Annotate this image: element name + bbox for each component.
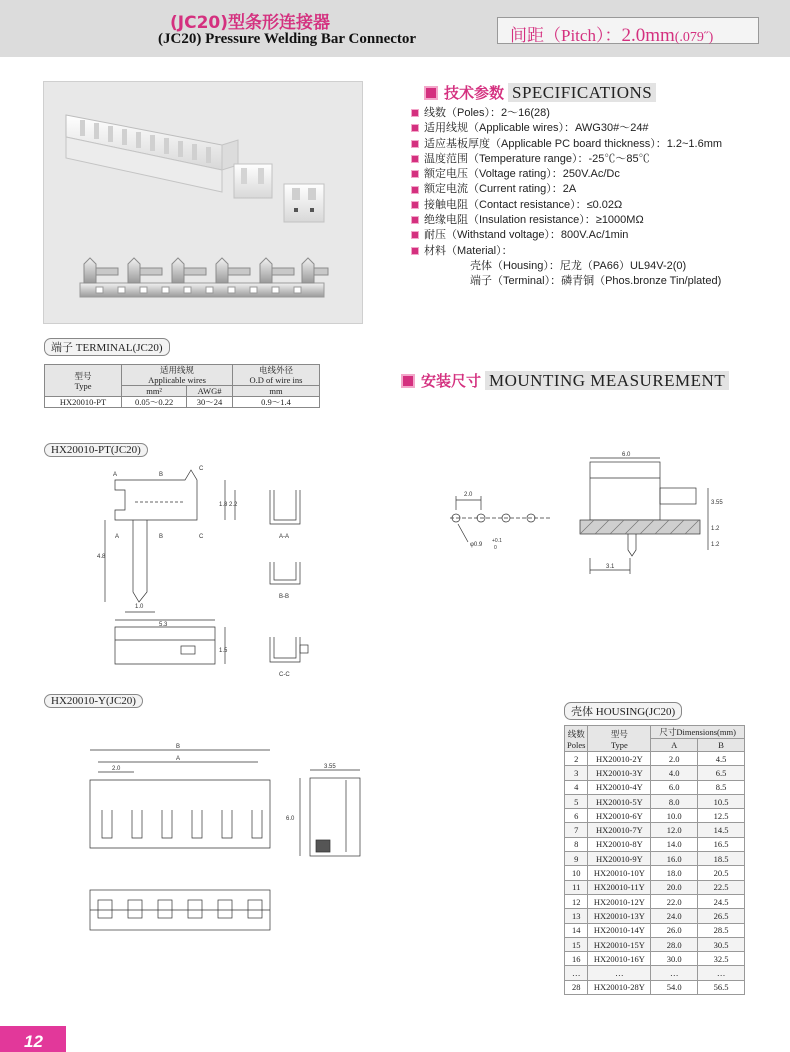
table-row [565, 966, 745, 980]
bullet-icon [411, 155, 419, 163]
dim-board2: 1.2 [711, 542, 720, 548]
cell: 2 [565, 752, 588, 766]
tag-en: HOUSING(JC20) [595, 706, 676, 718]
spec-subrow [411, 274, 781, 289]
cell: HX20010-28Y [588, 980, 651, 994]
pitch-box [497, 17, 759, 44]
cell: 8.0 [651, 794, 698, 808]
cell: HX20010-10Y [588, 866, 651, 880]
section-aa: A-A [279, 534, 290, 540]
cell: HX20010-11Y [588, 880, 651, 894]
cell: HX20010-15Y [588, 937, 651, 951]
cell: 6.0 [651, 780, 698, 794]
dim-board1: 1.2 [711, 526, 720, 532]
cell: … [698, 966, 745, 980]
mounting-drawing [430, 450, 730, 580]
dim-1-5: 1.5 [219, 648, 228, 654]
th-poles-cn: 线数 [567, 728, 585, 739]
cell: 26.5 [698, 909, 745, 923]
cell: 16.5 [698, 837, 745, 851]
spec-row [411, 182, 781, 197]
title-cn: (JC20)型条形连接器 [170, 13, 330, 33]
table-row [565, 794, 745, 808]
cell: 54.0 [651, 980, 698, 994]
terminal-table [44, 364, 320, 408]
spec-text: 接触电阻（Contact resistance）：≤0.02Ω [424, 198, 623, 211]
dim-4-8: 4.8 [97, 554, 106, 560]
cell: HX20010-13Y [588, 909, 651, 923]
terminal-drawing-tag: HX20010-PT(JC20) [44, 443, 148, 457]
cell: 16.0 [651, 852, 698, 866]
table-row [565, 909, 745, 923]
th-type-en: Type [610, 739, 628, 750]
spec-subrow [411, 259, 781, 274]
cell: 30～24 [187, 397, 233, 408]
cell: 9 [565, 852, 588, 866]
cell: 12 [565, 894, 588, 908]
th-wire-cn: 适用线规 [160, 365, 195, 375]
cell: 7 [565, 823, 588, 837]
spec-row [411, 198, 781, 213]
cell: HX20010-7Y [588, 823, 651, 837]
housing-table-body [565, 752, 745, 995]
label-a: A [113, 472, 118, 478]
spec-text: 额定电压（Voltage rating）：250V.Ac/Dc [424, 168, 620, 181]
th-wire-en: Applicable wires [148, 375, 206, 385]
connector-photo-illustration [44, 82, 362, 323]
table-row [565, 866, 745, 880]
cell: 11 [565, 880, 588, 894]
cell: HX20010-PT [45, 397, 122, 408]
bullet-icon [411, 186, 419, 194]
th-type-en: Type [74, 380, 92, 391]
th-awg: AWG# [187, 386, 233, 397]
spec-text: 壳体（Housing）：尼龙（PA66）UL94V-2(0) [470, 259, 687, 272]
housing-table [564, 725, 745, 995]
cell: HX20010-14Y [588, 923, 651, 937]
th-od [232, 365, 319, 386]
spec-text: 额定电流（Current rating）：2A [424, 183, 577, 196]
section-cc: C-C [279, 672, 290, 678]
pitch-prefix: 间距（Pitch）： [510, 26, 622, 45]
dim-1-0: 1.0 [135, 604, 144, 610]
dim-5-3: 5.3 [159, 622, 168, 628]
th-type [45, 365, 122, 397]
cell: … [565, 966, 588, 980]
cell: HX20010-16Y [588, 952, 651, 966]
section-bb: B-B [279, 594, 290, 600]
bullet-icon [411, 124, 419, 132]
dim-6-0: 6.0 [286, 816, 295, 822]
bullet-icon [411, 201, 419, 209]
table-row [565, 809, 745, 823]
cell: 32.5 [698, 952, 745, 966]
spec-text: 绝缘电阻（Insulation resistance）：≥1000MΩ [424, 214, 644, 227]
th-poles [565, 726, 588, 752]
table-row [565, 923, 745, 937]
th-b: B [698, 739, 745, 752]
th-dim: 尺寸Dimensions(mm) [651, 726, 745, 739]
dim-3-55: 3.55 [324, 764, 336, 770]
housing-drawing [80, 740, 380, 940]
dim-offset: 3.1 [606, 564, 615, 570]
cell: 22.5 [698, 880, 745, 894]
cell: 0.9～1.4 [232, 397, 319, 408]
label-b2: B [159, 534, 164, 540]
cell: 6.5 [698, 766, 745, 780]
cell: 10.0 [651, 809, 698, 823]
th-type-cn: 型号 [74, 370, 92, 381]
product-photo [43, 81, 363, 324]
cell: HX20010-2Y [588, 752, 651, 766]
cell: 14 [565, 923, 588, 937]
table-row [565, 752, 745, 766]
cell: 12.5 [698, 809, 745, 823]
cell: HX20010-5Y [588, 794, 651, 808]
bullet-icon [411, 231, 419, 239]
terminal-drawing [95, 462, 335, 682]
bullet-icon [411, 247, 419, 255]
th-mm2: mm² [122, 386, 187, 397]
cell: 30.0 [651, 952, 698, 966]
mounting-heading [401, 370, 729, 391]
cell: 22.0 [651, 894, 698, 908]
table-row [565, 837, 745, 851]
bullet-icon [411, 140, 419, 148]
cell: 20.0 [651, 880, 698, 894]
cell: 0.05～0.22 [122, 397, 187, 408]
cell: 5 [565, 794, 588, 808]
table-row [565, 952, 745, 966]
bullet-square-icon [401, 374, 415, 388]
th-type [588, 726, 651, 752]
bullet-square-icon [424, 86, 438, 100]
mounting-heading-en: MOUNTING MEASUREMENT [485, 371, 729, 390]
cell: 2.0 [651, 752, 698, 766]
th-type-cn: 型号 [610, 728, 628, 739]
bullet-icon [411, 170, 419, 178]
tag-en: TERMINAL(JC20) [75, 342, 163, 354]
cell: 8 [565, 837, 588, 851]
tag-cn: 壳体 [571, 705, 593, 718]
dim-pitch: 2.0 [464, 492, 473, 498]
label-c2: C [199, 534, 204, 540]
cell: 4 [565, 780, 588, 794]
table-row [565, 880, 745, 894]
table-row [565, 937, 745, 951]
dim-width: 6.0 [622, 452, 631, 458]
cell: 14.5 [698, 823, 745, 837]
spec-text: 材料（Material）： [424, 244, 513, 257]
cell: HX20010-3Y [588, 766, 651, 780]
housing-table-tag [564, 702, 682, 720]
label-b: B [176, 744, 181, 750]
th-poles-en: Poles [567, 739, 586, 750]
th-a: A [651, 739, 698, 752]
cell: 4.5 [698, 752, 745, 766]
specifications-list [411, 106, 781, 290]
cell: 10.5 [698, 794, 745, 808]
table-row [45, 397, 320, 408]
label-a: A [176, 756, 181, 762]
spec-text: 适用线规（Applicable wires）：AWG30#～24# [424, 122, 649, 135]
dim-2-0: 2.0 [112, 766, 121, 772]
cell: 26.0 [651, 923, 698, 937]
cell: HX20010-4Y [588, 780, 651, 794]
tag-cn: 端子 [51, 341, 73, 354]
dim-2-2: 2.2 [229, 502, 238, 508]
page-header [0, 0, 790, 57]
cell: 24.5 [698, 894, 745, 908]
table-row [565, 780, 745, 794]
cell: HX20010-9Y [588, 852, 651, 866]
cell: … [651, 966, 698, 980]
cell: 28.5 [698, 923, 745, 937]
label-b: B [159, 472, 164, 478]
cell: 12.0 [651, 823, 698, 837]
specifications-heading [424, 82, 656, 103]
dim-height: 3.55 [711, 500, 723, 506]
label-c: C [199, 466, 204, 472]
spec-text: 端子（Terminal）：磷青铜（Phos.bronze Tin/plated) [470, 275, 722, 288]
cell: 3 [565, 766, 588, 780]
housing-drawing-tag: HX20010-Y(JC20) [44, 694, 143, 708]
spec-row [411, 167, 781, 182]
label-a2: A [115, 534, 120, 540]
pitch-inch: (.079˝) [674, 30, 714, 45]
cell: 24.0 [651, 909, 698, 923]
cell: HX20010-12Y [588, 894, 651, 908]
specifications-heading-en: SPECIFICATIONS [508, 83, 656, 102]
cell: 15 [565, 937, 588, 951]
mounting-heading-cn: 安装尺寸 [421, 372, 482, 390]
spec-row [411, 106, 781, 121]
spec-text: 耐压（Withstand voltage）：800V.Ac/1min [424, 229, 629, 242]
spec-row [411, 228, 781, 243]
cell: 6 [565, 809, 588, 823]
spec-row [411, 244, 781, 259]
specifications-heading-cn: 技术参数 [444, 84, 505, 102]
bullet-icon [411, 216, 419, 224]
cell: 14.0 [651, 837, 698, 851]
cell: 28.0 [651, 937, 698, 951]
spec-text: 线数（Poles）：2～16(28) [424, 107, 550, 119]
spec-text: 适应基板厚度（Applicable PC board thickness）：1.2~1.6mm [424, 137, 723, 150]
cell: 56.5 [698, 980, 745, 994]
cell: HX20010-8Y [588, 837, 651, 851]
table-row [565, 980, 745, 994]
cell: 4.0 [651, 766, 698, 780]
hole-label: φ0.9 [470, 542, 483, 548]
cell: … [588, 966, 651, 980]
table-row [565, 852, 745, 866]
th-mm: mm [232, 386, 319, 397]
spec-row [411, 121, 781, 136]
terminal-table-tag [44, 338, 170, 356]
cell: 18.5 [698, 852, 745, 866]
spec-row [411, 152, 781, 167]
hole-tol-minus: 0 [494, 545, 497, 551]
cell: 30.5 [698, 937, 745, 951]
spec-text: 温度范围（Temperature range）：-25℃～85℃ [424, 152, 650, 165]
table-row [565, 766, 745, 780]
cell: 13 [565, 909, 588, 923]
cell: 10 [565, 866, 588, 880]
cell: 8.5 [698, 780, 745, 794]
cell: 18.0 [651, 866, 698, 880]
dim-1-8: 1.8 [219, 502, 228, 508]
spec-row [411, 213, 781, 228]
th-od-en: O.D of wire ins [249, 375, 303, 385]
table-row [565, 894, 745, 908]
hole-tol-plus: +0.1 [492, 538, 502, 544]
table-row [565, 823, 745, 837]
bullet-icon [411, 109, 419, 117]
cell: HX20010-6Y [588, 809, 651, 823]
pitch-value: 2.0mm [621, 25, 675, 46]
spec-row [411, 137, 781, 152]
th-wire [122, 365, 233, 386]
th-od-cn: 电线外径 [258, 365, 293, 375]
cell: 28 [565, 980, 588, 994]
cell: 16 [565, 952, 588, 966]
cell: 20.5 [698, 866, 745, 880]
title-en: (JC20) Pressure Welding Bar Connector [158, 31, 417, 47]
page-number: 12 [0, 1026, 66, 1052]
